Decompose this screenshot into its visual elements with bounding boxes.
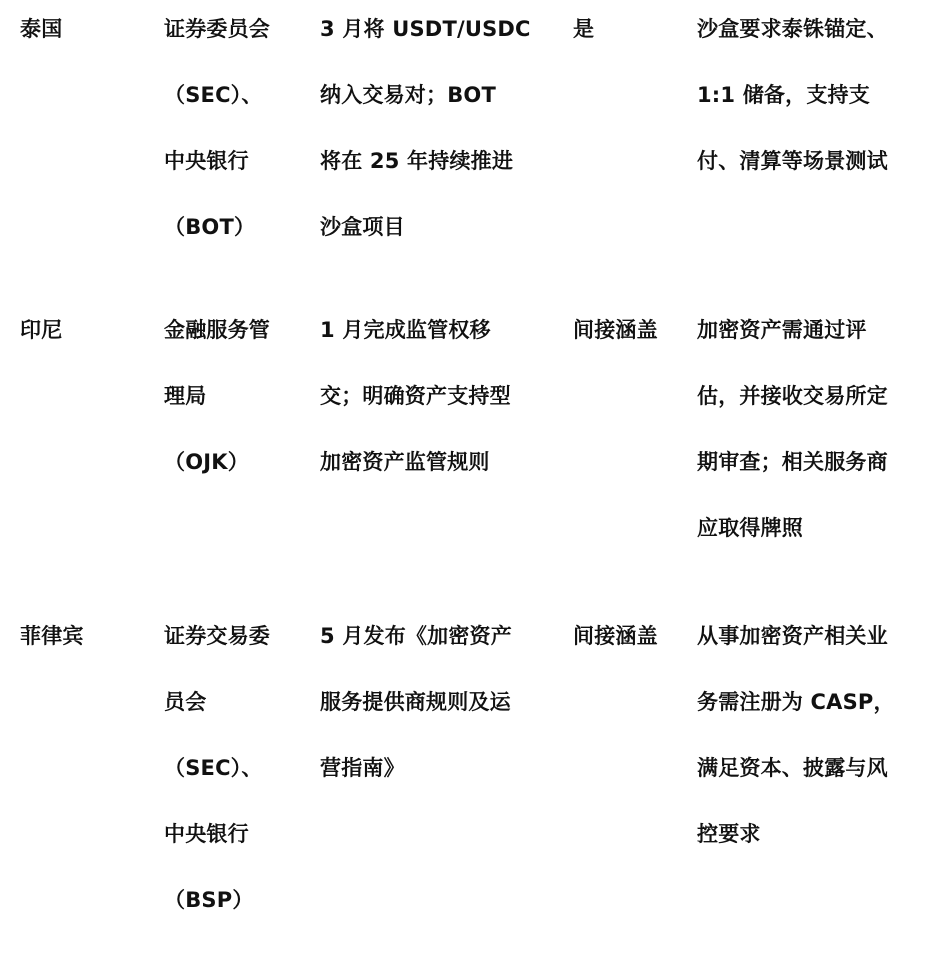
cell-line: 纳入交易对；BOT [320,83,496,107]
cell-line: （BSP） [164,888,254,912]
table-row [0,603,952,933]
cell-line: 加密资产需通过评 [697,318,867,342]
cell-line: 沙盒要求泰铢锚定、 [697,17,888,41]
stablecoin-cell [573,297,658,363]
progress-cell [320,0,531,260]
cell-line: 金融服务管 [164,318,270,342]
cell-line: 间接涵盖 [573,624,658,648]
cell-line: 泰国 [20,17,63,41]
cell-line: 应取得牌照 [697,516,803,540]
progress-cell [320,603,512,801]
cell-line: 证券交易委 [164,624,270,648]
cell-line: 从事加密资产相关业 [697,624,888,648]
cell-line: 沙盒项目 [320,215,405,239]
table-row [0,0,952,326]
cell-line: 理局 [164,384,207,408]
cell-line: 将在 25 年持续推进 [320,149,514,173]
cell-line: 中央银行 [164,822,249,846]
cell-line: 3 月将 USDT/USDC [320,17,531,41]
cell-line: 证券委员会 [164,17,270,41]
cell-line: （SEC）、 [164,756,263,780]
table-row [0,297,952,627]
cell-line: 服务提供商规则及运 [320,690,511,714]
cell-line: 是 [573,17,595,41]
cell-line: （OJK） [164,450,249,474]
notes-cell [697,0,888,194]
cell-line: （SEC）、 [164,83,263,107]
cell-line: 1 月完成监管权移 [320,318,491,342]
notes-cell [697,297,888,561]
progress-cell [320,297,511,495]
regulator-cell [164,0,270,260]
cell-line: 控要求 [697,822,761,846]
regulator-cell [164,297,270,495]
cell-line: 菲律宾 [20,624,84,648]
cell-line: 5 月发布《加密资产 [320,624,512,648]
cell-line: 交；明确资产支持型 [320,384,511,408]
cell-line: 务需注册为 CASP， [697,690,895,714]
country-cell [20,0,62,62]
cell-line: 员会 [164,690,207,714]
cell-line: （BOT） [164,215,256,239]
cell-line: 营指南》 [320,756,405,780]
cell-line: 加密资产监管规则 [320,450,490,474]
cell-line: 印尼 [20,318,63,342]
cell-line: 中央银行 [164,149,249,173]
cell-line: 估，并接收交易所定 [697,384,888,408]
notes-cell [697,603,895,867]
cell-line: 满足资本、披露与风 [697,756,888,780]
stablecoin-cell [573,0,594,62]
country-cell [20,297,62,363]
cell-line: 1:1 储备，支持支 [697,83,870,107]
cell-line: 间接涵盖 [573,318,658,342]
cell-line: 付、清算等场景测试 [697,149,888,173]
country-cell [20,603,84,669]
stablecoin-cell [573,603,658,669]
cell-line: 期审查；相关服务商 [697,450,888,474]
regulator-cell [164,603,270,933]
